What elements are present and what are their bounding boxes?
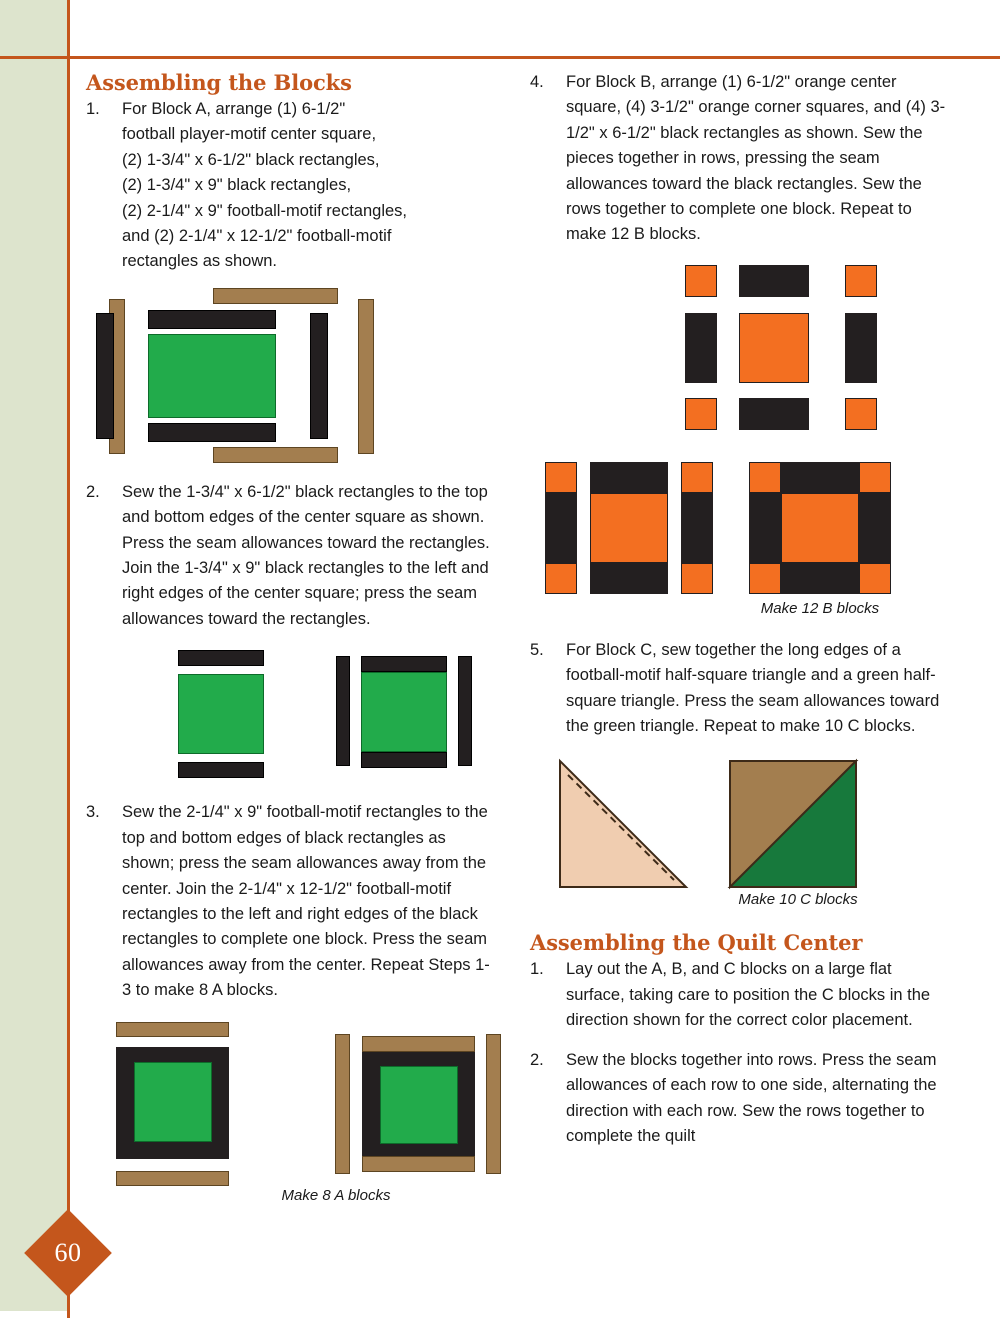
- step-4: [530, 70, 950, 248]
- piece-bf-corner-br: [859, 563, 891, 594]
- piece-bf-right: [859, 493, 891, 563]
- left-margin-panel: [0, 0, 67, 1311]
- piece-a-tan-bottom: [116, 1171, 229, 1186]
- piece-b-rect-left: [685, 313, 717, 383]
- quilt-step-1: [530, 957, 950, 1033]
- piece-b-corner-tl: [685, 265, 717, 297]
- piece-b-rect-right: [845, 313, 877, 383]
- left-step-list: [86, 97, 496, 275]
- piece-bf-top: [781, 462, 859, 493]
- figure-block-b-exploded: [530, 260, 950, 440]
- quilt-step-2-number: 2.: [530, 1050, 544, 1069]
- piece-b-row2-top: [590, 462, 668, 493]
- caption-block-c: Make 10 C blocks: [738, 891, 858, 909]
- piece-b-row1-top: [545, 462, 577, 493]
- caption-block-b: Make 12 B blocks: [760, 599, 880, 617]
- step-3: [86, 800, 496, 1003]
- piece-b-corner-bl: [685, 398, 717, 430]
- piece-b-rect-top: [739, 265, 809, 297]
- piece-black-bar-top-right: [361, 656, 447, 672]
- figure-block-a-exploded: [86, 285, 496, 470]
- header-rule: [0, 56, 1000, 59]
- piece-b-row3-bottom: [681, 563, 713, 594]
- step-4-number: 4.: [530, 73, 544, 91]
- piece-black-bar-bottom-right: [361, 752, 447, 768]
- figure-step-2: [86, 642, 496, 794]
- piece-black-bar-vert-right: [458, 656, 472, 766]
- right-step-list-2: [530, 638, 950, 740]
- piece-a-green-center: [134, 1062, 212, 1142]
- piece-bf-bottom: [781, 563, 859, 594]
- figure-block-c: [530, 749, 950, 924]
- piece-a2-green-center: [380, 1066, 458, 1144]
- piece-b-corner-tr: [845, 265, 877, 297]
- caption-block-a: Make 8 A blocks: [281, 1186, 391, 1204]
- margin-rule: [67, 0, 70, 1318]
- step-5-text: For Block C, sew together the long edges of a football-motif half-square triangle and a green half-square triangle. Press the seam allowances toward the green triangle. Repeat to make 10 C blocks.: [566, 640, 940, 736]
- piece-black-bottom: [148, 423, 276, 442]
- right-column: [530, 70, 950, 1159]
- piece-b-rect-bottom: [739, 398, 809, 430]
- step-3-text: Sew the 2-1/4" x 9" football-motif rectangles to the top and bottom edges of black rectangles as shown; press the seam allowances away from the center. Join the 2-1/4" x 12-1/2" football-motif rectangles to the left and right edges of the black rectangles to complete one block. Press the seam allowances away from the center. Repeat Steps 1-3 to make 8 A blocks.: [122, 803, 490, 1000]
- heading-assembling-the-blocks: Assembling the Blocks: [86, 70, 352, 95]
- piece-a2-tan-vert-left: [335, 1034, 350, 1174]
- piece-black-bar-top-left: [178, 650, 264, 666]
- piece-black-bar-bottom-left: [178, 762, 264, 778]
- piece-b-row3-mid: [681, 493, 713, 563]
- piece-bf-corner-tl: [749, 462, 781, 493]
- piece-b-row2-mid: [590, 493, 668, 563]
- quilt-step-2-text: Sew the blocks together into rows. Press the seam allowances of each row to one side, alternating the direction with each row. Sew the rows together to complete the quilt: [566, 1050, 937, 1145]
- figure-block-a-finished: [86, 1014, 496, 1199]
- piece-bf-corner-tr: [859, 462, 891, 493]
- piece-b-corner-br: [845, 398, 877, 430]
- step-2-text: Sew the 1-3/4" x 6-1/2" black rectangles to the top and bottom edges of the center square as shown. Press the seam allowances toward the rectangles. Join the 1-3/4" x 9" black rectangles to the left and right edges of the center square; press the seam allowances toward the rectangles.: [122, 482, 490, 628]
- piece-a2-tan-top: [362, 1036, 475, 1052]
- step-5-number: 5.: [530, 640, 544, 659]
- piece-a-tan-top: [116, 1022, 229, 1037]
- piece-bf-center: [781, 493, 859, 563]
- right-step-list-3: [530, 957, 950, 1149]
- piece-b-row3-top: [681, 462, 713, 493]
- piece-black-bar-vert-left: [336, 656, 350, 766]
- piece-bf-corner-bl: [749, 563, 781, 594]
- left-step-list-3: [86, 800, 496, 1003]
- step-1: [86, 97, 496, 275]
- quilt-step-2: [530, 1048, 950, 1150]
- piece-tan-bottom: [213, 447, 338, 463]
- piece-b-row1-mid: [545, 493, 577, 563]
- piece-bf-left: [749, 493, 781, 563]
- piece-black-top: [148, 310, 276, 329]
- step-1-text: For Block A, arrange (1) 6-1/2" football player-motif center square, (2) 1-3/4" x 6-1/2" black rectangles, (2) 1-3/4" x 9" black rectangles, (2) 2-1/4" x 9" football-motif rectangles, and (2) 2-1/4" x 12-1/2" football-motif rectangles as shown.: [122, 100, 408, 271]
- left-column: [86, 70, 496, 1204]
- piece-black-right: [310, 313, 328, 439]
- step-1-number: 1.: [86, 100, 100, 118]
- piece-green-square-right: [361, 672, 447, 752]
- piece-tan-right: [358, 299, 374, 454]
- step-5: [530, 638, 950, 740]
- quilt-step-1-number: 1.: [530, 960, 544, 979]
- triangle-football-motif: [560, 761, 686, 887]
- step-2: [86, 480, 496, 632]
- left-step-list-2: [86, 480, 496, 632]
- piece-black-left: [96, 313, 114, 439]
- piece-b-row1-bottom: [545, 563, 577, 594]
- piece-green-center: [148, 334, 276, 418]
- page-number: 60: [54, 1238, 82, 1267]
- piece-tan-top: [213, 288, 338, 304]
- heading-assembling-the-quilt-center: Assembling the Quilt Center: [530, 930, 863, 956]
- quilt-step-1-text: Lay out the A, B, and C blocks on a large flat surface, taking care to position the C blocks in the direction shown for the correct color placement.: [566, 960, 931, 1030]
- step-4-text: For Block B, arrange (1) 6-1/2" orange center square, (4) 3-1/2" orange corner squares, and (4) 3-1/2" x 6-1/2" black rectangles as shown. Sew the pieces together in rows, pressing the seam allowances toward the black rectangles. Sew the rows together to complete one block. Repeat to make 12 B blocks.: [566, 73, 946, 244]
- step-3-number: 3.: [86, 803, 100, 822]
- piece-a2-tan-vert-right: [486, 1034, 501, 1174]
- step-2-number: 2.: [86, 482, 100, 501]
- piece-green-square-left: [178, 674, 264, 754]
- figure-block-b-rows: [530, 450, 950, 630]
- piece-a2-tan-bottom: [362, 1156, 475, 1172]
- piece-b-center: [739, 313, 809, 383]
- piece-b-row2-bottom: [590, 563, 668, 594]
- right-step-list: [530, 70, 950, 248]
